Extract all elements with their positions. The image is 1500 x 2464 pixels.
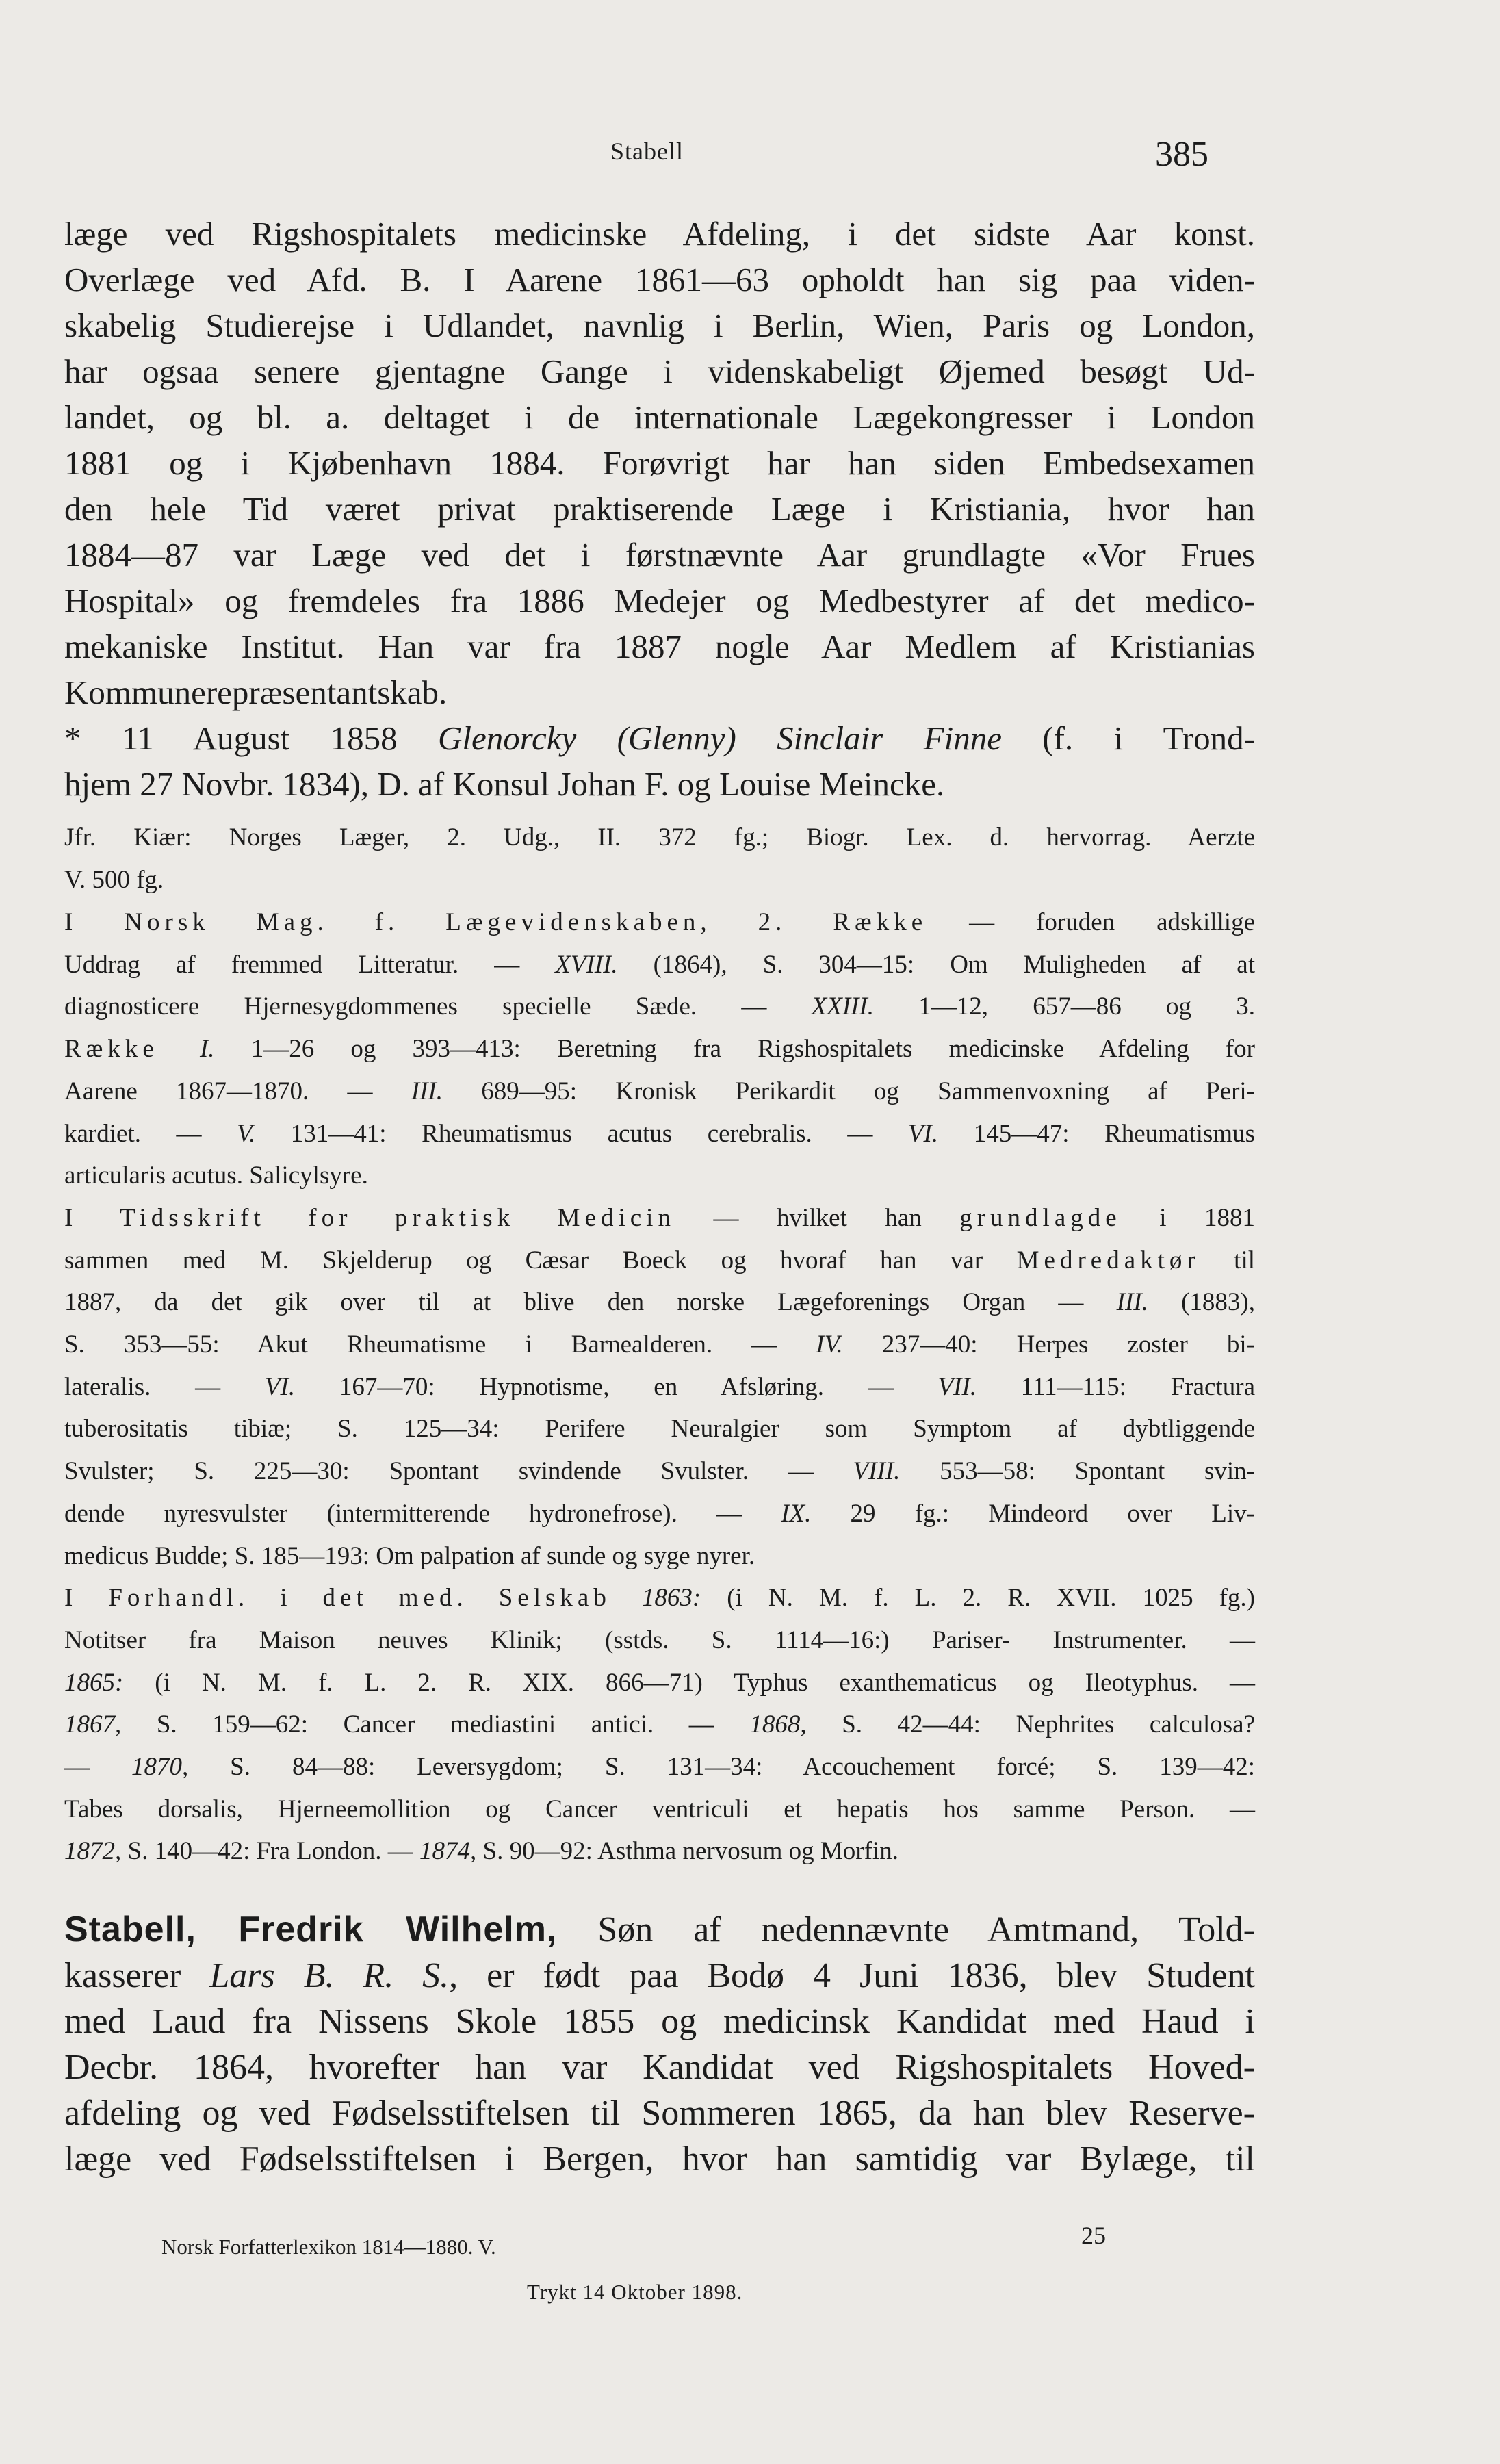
page-number: 385 — [1155, 135, 1208, 174]
page-header — [0, 137, 1500, 178]
bibliography-tidsskrift — [64, 1197, 1255, 1577]
biblio-line: Notitser fra Maison neuves Klinik; (sstds. S. 1114—16:) Pariser- Instrumenter. — — [64, 1626, 1255, 1654]
biblio-line: I Tidsskrift for praktisk Medicin — hvilket han grundlagde i 1881 — [64, 1203, 1256, 1232]
biblio-line: Uddrag af fremmed Litteratur. — XVIII. (1864), S. 304—15: Om Muligheden af at — [64, 950, 1256, 979]
text-line: har ogsaa senere gjentagne Gange i videnskabeligt Øjemed besøgt Ud- — [64, 352, 1255, 390]
spouse-name: Glenorcky (Glenny) Sinclair Finne — [438, 719, 1002, 757]
biblio-line: S. 353—55: Akut Rheumatisme i Barnealderen. — IV. 237—40: Herpes zoster bi- — [64, 1331, 1255, 1359]
text-line: Kommunerepræsentantskab. — [64, 673, 448, 711]
text-line: skabelig Studierejse i Udlandet, navnlig i Berlin, Wien, Paris og London, — [64, 307, 1255, 344]
biblio-line: Række I. 1—26 og 393—413: Beretning fra Rigshospitalets medicinske Afdeling for — [64, 1035, 1256, 1064]
biography-entry — [64, 1907, 1255, 2182]
text-line: Overlæge ved Afd. B. I Aarene 1861—63 opholdt han sig paa viden- — [64, 261, 1255, 298]
marriage-line: * 11 August 1858 Glenorcky (Glenny) Sinclair Finne (f. i Trond- — [64, 719, 1255, 757]
print-date: Trykt 14 Oktober 1898. — [527, 2280, 743, 2304]
entry-line: kasserer Lars B. R. S., er født paa Bodø 4 Juni 1836, blev Student — [64, 1956, 1256, 1996]
running-head: Stabell — [610, 138, 684, 165]
page-body — [64, 211, 1255, 2182]
bibliography-norsk-mag — [64, 901, 1255, 1197]
text-line: mekaniske Institut. Han var fra 1887 nogle Aar Medlem af Kristianias — [64, 628, 1255, 665]
text-line: læge ved Rigshospitalets medicinske Afdeling, i det sidste Aar konst. — [64, 215, 1255, 253]
biblio-line: — 1870, S. 84—88: Leversygdom; S. 131—34: Accouchement forcé; S. 139—42: — [64, 1753, 1256, 1782]
references — [64, 817, 1255, 901]
text-line: 1884—87 var Læge ved det i førstnævnte Aar grundlagte «Vor Frues — [64, 536, 1255, 574]
biblio-line: Tabes dorsalis, Hjerneemollition og Cancer ventriculi et hepatis hos samme Person. — — [64, 1795, 1255, 1823]
biblio-line: 1867, S. 159—62: Cancer mediastini antici. — 1868, S. 42—44: Nephrites calculosa? — [64, 1710, 1256, 1739]
biblio-line: 1865: (i N. M. f. L. 2. R. XIX. 866—71) Typhus exanthematicus og Ileotyphus. — — [64, 1668, 1255, 1697]
biblio-line: dende nyresvulster (intermitterende hydronefrose). — IX. 29 fg.: Mindeord over Liv- — [64, 1499, 1255, 1528]
biblio-line: diagnosticere Hjernesygdommenes specielle Sæde. — XXIII. 1—12, 657—86 og 3. — [64, 992, 1255, 1021]
text-line: Hospital» og fremdeles fra 1886 Medejer og Medbestyrer af det medico- — [64, 582, 1255, 619]
biblio-line: tuberositatis tibiæ; S. 125—34: Perifere Neuralgier som Symptom af dybtliggende — [64, 1415, 1255, 1443]
sheet-number: 25 — [1081, 2222, 1106, 2249]
biblio-line: 1872, S. 140—42: Fra London. — 1874, S. 90—92: Asthma nervosum og Morfin. — [64, 1837, 898, 1866]
page-footer — [0, 2221, 1500, 2303]
marriage-line: hjem 27 Novbr. 1834), D. af Konsul Johan F. og Louise Meincke. — [64, 765, 945, 803]
biblio-line: I Norsk Mag. f. Lægevidenskaben, 2. Række — foruden adskillige — [64, 908, 1255, 936]
biblio-line: sammen med M. Skjelderup og Cæsar Boeck og hvoraf han var Medredaktør til — [64, 1246, 1256, 1274]
entry-name: Stabell, Fredrik Wilhelm, — [64, 1910, 558, 1950]
biblio-line: lateralis. — VI. 167—70: Hypnotisme, en Afsløring. — VII. 111—115: Fractura — [64, 1372, 1255, 1401]
entry-line: med Laud fra Nissens Skole 1855 og medicinsk Kandidat med Haud i — [64, 2002, 1255, 2042]
biblio-line: articularis acutus. Salicylsyre. — [64, 1162, 368, 1190]
signature-mark: Norsk Forfatterlexikon 1814—1880. V. — [161, 2235, 496, 2259]
main-text — [64, 211, 1255, 807]
biblio-line: medicus Budde; S. 185—193: Om palpation af sunde og syge nyrer. — [64, 1541, 755, 1570]
bibliography-forhandlinger — [64, 1577, 1255, 1873]
text-line: den hele Tid været privat praktiserende Læge i Kristiania, hvor han — [64, 490, 1255, 528]
biblio-line: 1887, da det gik over til at blive den norske Lægeforenings Organ — III. (1883), — [64, 1288, 1255, 1317]
entry-line: Decbr. 1864, hvorefter han var Kandidat ved Rigshospitalets Hoved- — [64, 2048, 1255, 2088]
biblio-line: kardiet. — V. 131—41: Rheumatismus acutus cerebralis. — VI. 145—47: Rheumatismus — [64, 1119, 1255, 1148]
entry-line: læge ved Fødselsstiftelsen i Bergen, hvor han samtidig var Bylæge, til — [64, 2140, 1255, 2179]
entry-line: Stabell, Fredrik Wilhelm, Søn af nedennævnte Amtmand, Told- — [64, 1910, 1255, 1950]
text-line: landet, og bl. a. deltaget i de internationale Lægekongresser i London — [64, 398, 1255, 436]
biblio-line: Aarene 1867—1870. — III. 689—95: Kronisk Perikardit og Sammenvoxning af Peri- — [64, 1077, 1255, 1105]
text-line: 1881 og i Kjøbenhavn 1884. Forøvrigt har han siden Embedsexamen — [64, 444, 1255, 482]
reference-line: Jfr. Kiær: Norges Læger, 2. Udg., II. 372 fg.; Biogr. Lex. d. hervorrag. Aerzte — [64, 823, 1255, 851]
biblio-line: Svulster; S. 225—30: Spontant svindende Svulster. — VIII. 553—58: Spontant svin- — [64, 1457, 1255, 1486]
reference-line: V. 500 fg. — [64, 866, 164, 894]
father-name: Lars B. R. S. — [209, 1956, 450, 1996]
entry-line: afdeling og ved Fødselsstiftelsen til Sommeren 1865, da han blev Reserve- — [64, 2094, 1255, 2133]
biblio-line: I Forhandl. i det med. Selskab 1863: (i N. M. f. L. 2. R. XVII. 1025 fg.) — [64, 1584, 1256, 1613]
